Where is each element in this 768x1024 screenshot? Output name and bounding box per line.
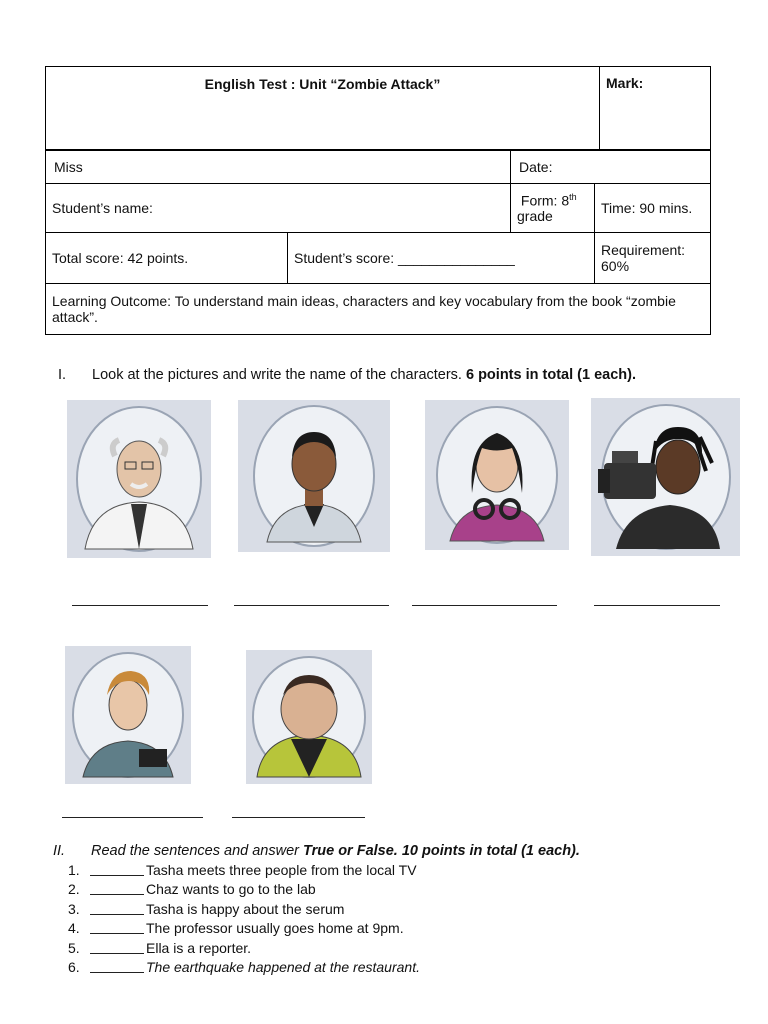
portrait-cameraman — [591, 398, 740, 556]
answer-line-6[interactable] — [232, 817, 365, 818]
answer-line-3[interactable] — [412, 605, 557, 606]
cameraman-portrait-icon — [596, 401, 736, 553]
answer-line-1[interactable] — [72, 605, 208, 606]
test-title: English Test : Unit “Zombie Attack” — [46, 67, 600, 150]
professor-portrait-icon — [73, 404, 205, 554]
answer-blank[interactable] — [90, 900, 144, 915]
list-item: 5. Ella is a reporter. — [68, 939, 252, 956]
mark-label: Mark: — [600, 67, 711, 150]
young-man-notebook-portrait-icon — [69, 649, 187, 781]
student-name-field: Student’s name: — [46, 184, 511, 233]
list-item: 1. Tasha meets three people from the local TV — [68, 862, 417, 878]
answer-blank[interactable] — [90, 919, 144, 934]
answer-line-2[interactable] — [234, 605, 389, 606]
teacher-field: Miss — [46, 151, 511, 184]
section-1-title: I. Look at the pictures and write the name of the characters. 6 points in total (1 each). — [58, 367, 636, 383]
big-man-portrait-icon — [249, 653, 369, 781]
true-false-list — [68, 861, 420, 977]
answer-line-4[interactable] — [594, 605, 720, 606]
section-2-title: II. Read the sentences and answer True or False. 10 points in total (1 each). — [53, 843, 580, 859]
answer-blank[interactable] — [90, 958, 144, 973]
answer-line-5[interactable] — [62, 817, 203, 818]
form-field: Form: 8th grade — [511, 184, 595, 233]
header-table — [45, 66, 711, 335]
total-score-field: Total score: 42 points. — [46, 233, 288, 284]
time-field: Time: 90 mins. — [595, 184, 711, 233]
portrait-young-man — [65, 646, 191, 784]
list-item: 4. The professor usually goes home at 9pm. — [68, 920, 404, 937]
list-item: 3. Tasha is happy about the serum — [68, 900, 345, 917]
answer-blank[interactable] — [90, 880, 144, 895]
learning-outcome: Learning Outcome: To understand main ideas, characters and key vocabulary from the book “zombie attack”. — [46, 284, 711, 335]
woman-portrait-icon — [249, 402, 379, 550]
portrait-professor — [67, 400, 211, 558]
requirement-field: Requirement: 60% — [595, 233, 711, 284]
list-item: 6. The earthquake happened at the restaurant. — [68, 959, 420, 976]
portrait-woman — [238, 400, 390, 552]
answer-blank[interactable] — [90, 939, 144, 954]
portrait-girl-headphones — [425, 400, 569, 550]
answer-blank[interactable] — [90, 861, 144, 876]
list-item: 2. Chaz wants to go to the lab — [68, 881, 316, 898]
portrait-big-man — [246, 650, 372, 784]
date-field: Date: — [511, 151, 711, 184]
student-score-field: Student’s score: _______________ — [288, 233, 595, 284]
girl-headphones-portrait-icon — [432, 403, 562, 547]
